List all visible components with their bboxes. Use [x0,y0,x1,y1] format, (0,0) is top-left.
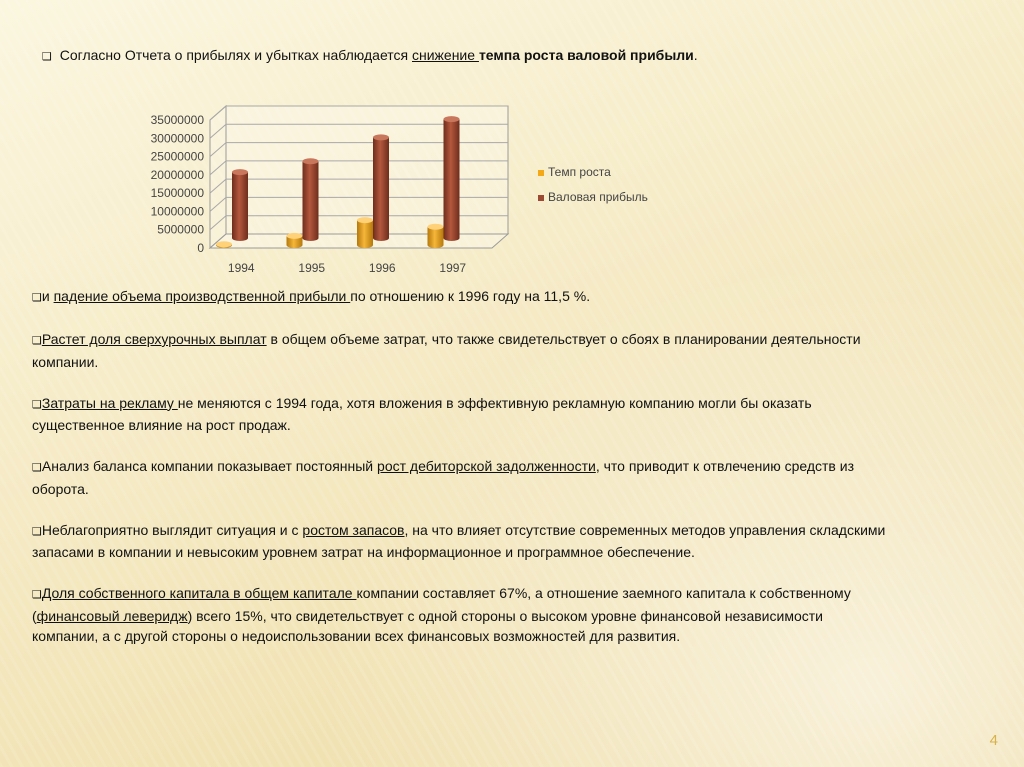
intro-bullet [42,46,942,66]
y-tick-label: 20000000 [150,167,204,182]
y-tick-label: 5000000 [157,222,204,237]
underlined-phrase: падение объема производственной прибыли [53,288,351,304]
legend-swatch [538,195,544,201]
x-tick-label: 1995 [298,261,326,275]
intro-bold: темпа роста валовой прибыли [478,47,694,63]
x-tick-label: 1997 [439,261,467,275]
bullet-paragraph [32,520,892,563]
intro-text-1: Согласно Отчета о прибылях и убытках наблюдается [59,47,412,63]
bar-chart [118,102,688,282]
bullet-paragraph [32,286,892,309]
underlined-phrase: Растет доля сверхурочных выплат [41,331,267,347]
legend-label: Валовая прибыль [548,190,648,204]
y-tick-label: 10000000 [150,204,204,219]
bar-valovaya-pribyl [373,134,389,241]
checkbox-bullet-icon: ❑ [32,334,42,347]
intro-text-2: . [693,47,698,63]
bullet-paragraphs [32,286,892,667]
underlined-phrase: рост дебиторской задолженности [377,458,596,474]
y-tick-label: 30000000 [150,131,204,146]
legend-label: Темп роста [548,165,611,179]
paragraph-text: в общем объеме затрат, что также свидетельствует о сбоях в планировании деятельности компании. [32,331,861,370]
bullet-paragraph [32,583,892,647]
y-tick-label: 25000000 [150,149,204,164]
bar-temp-rosta [428,224,444,248]
checkbox-bullet-icon: ❑ [32,524,42,538]
y-tick-label: 15000000 [150,186,204,201]
slide-number: 4 [989,732,998,749]
intro-underlined: снижение [412,47,479,63]
chart-side-wall [210,106,226,248]
bar-valovaya-pribyl [232,169,248,241]
paragraph-text: Анализ баланса компании показывает постоянный [41,458,378,474]
bullet-paragraph [32,329,892,372]
chart-legend [538,165,648,204]
x-tick-label: 1996 [368,261,396,275]
underlined-phrase: Затраты на рекламу [41,394,178,411]
bar-temp-rosta [216,241,232,248]
paragraph-text: ) всего 15%, что свидетельствует с одной стороны о высоком уровне финансовой независимости компании, а с другой стороны о недоиспользовании всех финансовых возможностей для развития. [32,607,823,644]
underlined-phrase: ростом запасов [302,521,405,538]
underlined-phrase: финансовый леверидж [36,607,188,624]
checkbox-bullet-icon: ❑ [32,461,42,474]
y-tick-label: 35000000 [150,113,204,127]
bar-temp-rosta [357,217,373,248]
paragraph-text: , что приводит к отвлечению средств из оборота. [32,458,854,497]
bar-temp-rosta [287,233,303,248]
paragraph-text: , на что влияет отсутствие современных методов управления складскими запасами в компании и невысоким уровнем затрат на информационное и программное обеспечение. [32,521,886,560]
legend-swatch [538,170,544,176]
underlined-phrase: Доля собственного капитала в общем капитале [41,585,357,601]
checkbox-bullet-icon: ❑ [32,397,42,411]
paragraph-text: Неблагоприятно выглядит ситуация и с [41,521,303,538]
bullet-paragraph [32,393,892,436]
bar-valovaya-pribyl [303,158,319,241]
paragraph-text: не меняются с 1994 года, хотя вложения в эффективную рекламную компанию могли бы оказать существенное влияние на рост продаж. [32,394,812,433]
paragraph-text: по отношению к 1996 году на 11,5 %. [350,288,591,304]
checkbox-bullet-icon: ❑ [32,588,42,601]
paragraph-text: и [41,288,54,304]
bullet-paragraph [32,456,892,499]
y-tick-label: 0 [197,241,204,255]
x-tick-label: 1994 [227,261,255,275]
chart-back-wall [226,106,508,234]
bar-valovaya-pribyl [444,116,460,241]
checkbox-bullet-icon: ❑ [32,291,42,304]
checkbox-bullet-icon: ❑ [42,50,52,63]
paragraph-text: компании составляет 67%, а отношение заемного капитала к собственному ( [32,585,851,624]
